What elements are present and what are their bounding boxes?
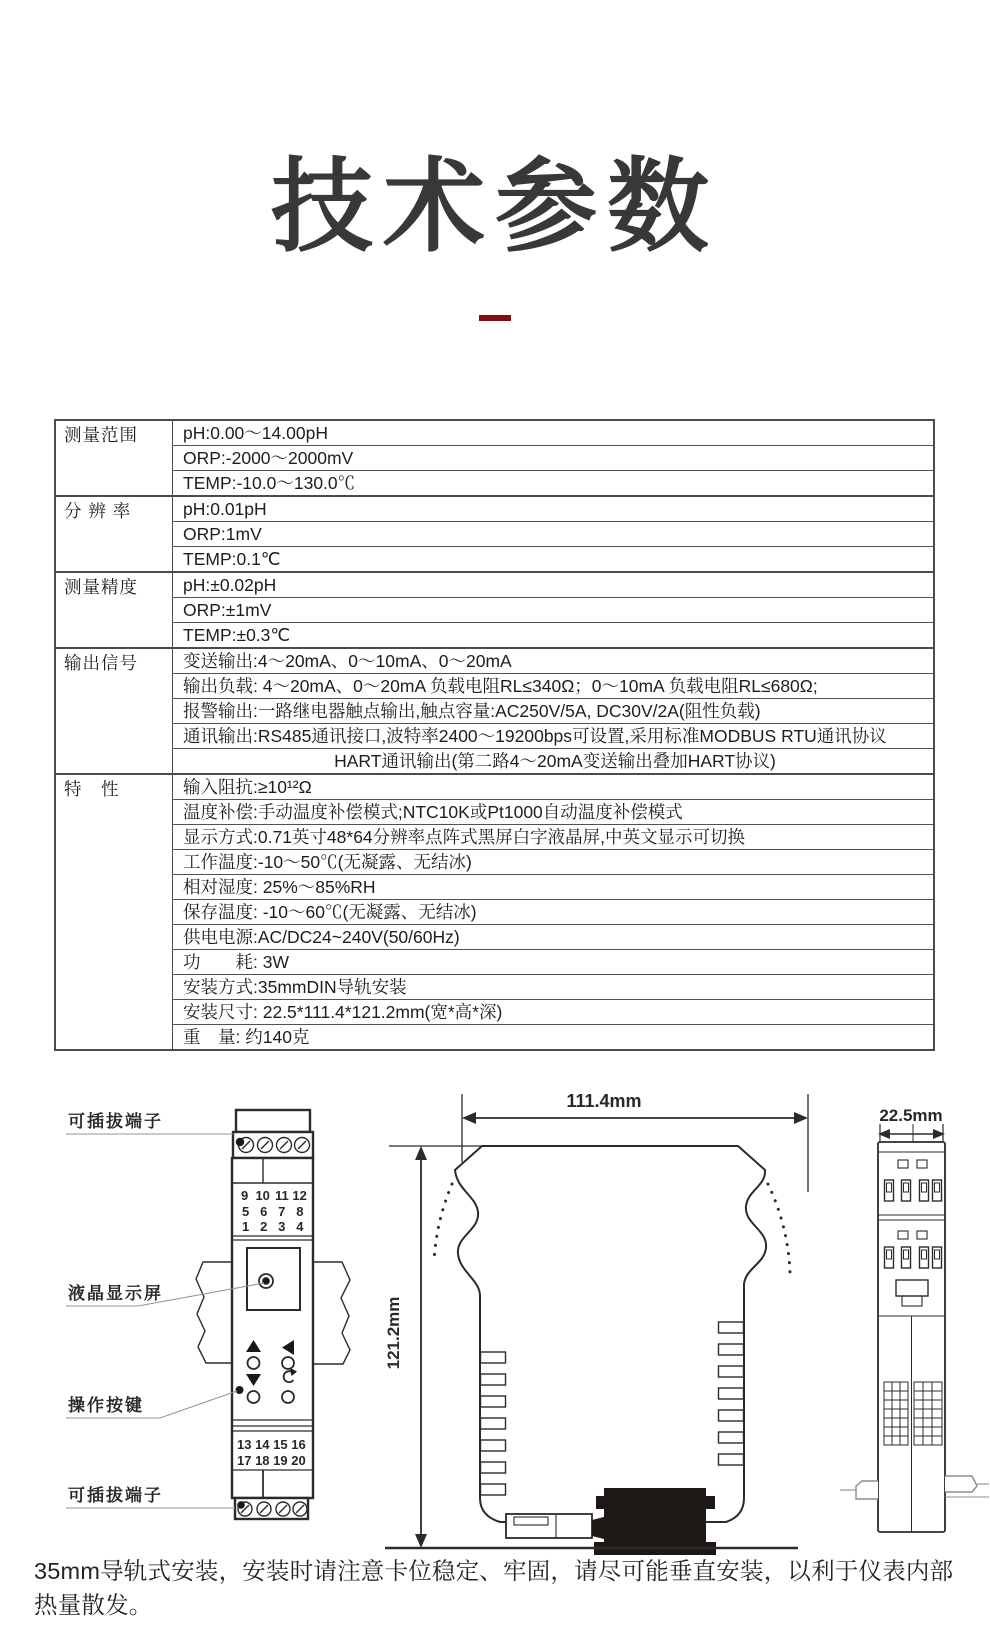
label-terminal-top: 可插拔端子 [68,1112,163,1131]
spec-value-cell: TEMP:±0.3℃ [173,623,935,649]
side-view-drawing [384,1091,808,1555]
buttons-index-dot [236,1386,244,1394]
spec-row [55,471,934,497]
spec-value-cell: HART通讯输出(第二路4～20mA变送输出叠加HART协议) [173,749,935,775]
width-dimension: 111.4mm [566,1091,642,1111]
spec-value-cell: 安装方式:35mmDIN导轨安装 [173,975,935,1000]
terminal-numbers-top-red: 9 10 [241,1188,270,1203]
terminal-numbers-bottom-row2: 17 18 19 20 [237,1453,306,1468]
terminal-numbers-bottom-row1: 13 14 15 16 [237,1437,306,1452]
height-dimension: 121.2mm [384,1296,403,1370]
spec-value-cell: 工作温度:-10～50℃(无凝露、无结冰) [173,850,935,875]
dotted-guide-right [768,1184,790,1272]
spec-category-cell: 特 性 [55,774,173,1050]
spec-row [55,446,934,471]
spec-value-cell: pH:0.01pH [173,496,935,522]
spec-row [55,674,934,699]
spec-row [55,950,934,975]
label-buttons: 操作按键 [68,1396,144,1415]
spec-row [55,875,934,900]
title-accent-dash [479,315,511,321]
terminal-numbers-row2: 5 6 7 8 [242,1204,304,1219]
end-view-drawing [840,1106,989,1532]
spec-value-cell: TEMP:-10.0～130.0℃ [173,471,935,497]
vent-slots-right [719,1322,744,1465]
terminal-numbers-top-black: 11 12 [275,1188,307,1203]
din-rail-left [196,1262,232,1363]
spec-value-cell: 重 量: 约140克 [173,1025,935,1051]
spec-table [54,419,935,1051]
spec-row [55,623,934,649]
spec-row [55,800,934,825]
label-terminal-bottom: 可插拔端子 [68,1486,163,1505]
spec-row [55,547,934,573]
spec-row [55,420,934,446]
spec-value-cell: 温度补偿:手动温度补偿模式;NTC10K或Pt1000自动温度补偿模式 [173,800,935,825]
vent-slots-left [481,1352,506,1495]
spec-row [55,522,934,547]
spec-category-cell: 测量精度 [55,572,173,648]
spec-row [55,699,934,724]
spec-table-body [55,420,934,1050]
spec-value-cell: 保存温度: -10～60℃(无凝露、无结冰) [173,900,935,925]
din-rail-right [313,1262,350,1364]
spec-row [55,496,934,522]
depth-dimension: 22.5mm [879,1106,943,1125]
front-view-drawing [66,1110,350,1519]
spec-value-cell: pH:±0.02pH [173,572,935,598]
dotted-guide-left [434,1184,452,1262]
installation-drawings [0,1040,990,1565]
spec-row [55,900,934,925]
spec-value-cell: 输入阻抗:≥10¹²Ω [173,774,935,800]
spec-value-cell: 供电电源:AC/DC24~240V(50/60Hz) [173,925,935,950]
terminal-index-dot [236,1138,244,1146]
spec-row [55,572,934,598]
page-title: 技术参数 [271,150,719,264]
spec-value-cell: 安装尺寸: 22.5*111.4*121.2mm(宽*高*深) [173,1000,935,1025]
spec-row [55,724,934,749]
footer-note: 35mm导轨式安装，安装时请注意卡位稳定、牢固，请尽可能垂直安装，以利于仪表内部热量散发。 [34,1558,954,1618]
spec-row [55,598,934,623]
spec-row [55,825,934,850]
spec-value-cell: 变送输出:4～20mA、0～10mA、0～20mA [173,648,935,674]
spec-row [55,850,934,875]
spec-value-cell: ORP:1mV [173,522,935,547]
spec-value-cell: TEMP:0.1℃ [173,547,935,573]
spec-value-cell: ORP:±1mV [173,598,935,623]
spec-category-cell: 输出信号 [55,648,173,774]
label-lcd: 液晶显示屏 [68,1284,163,1303]
spec-row [55,749,934,775]
spec-value-cell: 通讯输出:RS485通讯接口,波特率2400～19200bps可设置,采用标准MODBUS RTU通讯协议 [173,724,935,749]
spec-value-cell: 输出负载: 4～20mA、0～20mA 负载电阻RL≤340Ω；0～10mA 负载电阻RL≤680Ω; [173,674,935,699]
spec-value-cell: 显示方式:0.71英寸48*64分辨率点阵式黑屏白字液晶屏,中英文显示可切换 [173,825,935,850]
spec-value-cell: 报警输出:一路继电器触点输出,触点容量:AC250V/5A, DC30V/2A(阻性负载) [173,699,935,724]
top-terminal-cap [236,1110,310,1132]
terminal-numbers-row3: 1 2 3 4 [242,1219,304,1234]
spec-value-cell: 功 耗: 3W [173,950,935,975]
spec-value-cell: pH:0.00～14.00pH [173,420,935,446]
spec-category-cell: 分 辨 率 [55,496,173,572]
spec-row [55,925,934,950]
spec-row [55,774,934,800]
spec-category-cell: 测量范围 [55,420,173,496]
spec-row [55,1000,934,1025]
spec-value-cell: ORP:-2000～2000mV [173,446,935,471]
spec-row [55,975,934,1000]
spec-value-cell: 相对湿度: 25%～85%RH [173,875,935,900]
spec-row [55,648,934,674]
